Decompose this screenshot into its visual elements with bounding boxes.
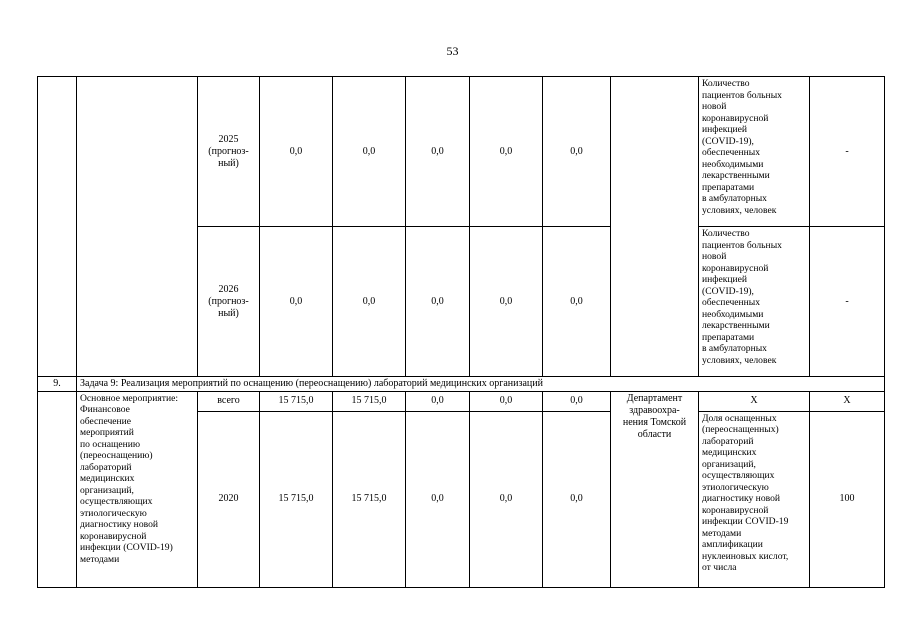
task-number-cell: 9.: [38, 377, 77, 392]
table-row: [38, 391, 885, 411]
year-cell: всего: [198, 391, 260, 411]
measure-name-cell: [77, 77, 198, 377]
executor-cell: [611, 77, 699, 377]
indicator-cell: Доля оснащенных (переоснащенных) лабораторий медицинских организаций, осуществляющих этиологическую диагностику новой коронавирусной инфекции COVID-19 методами амплификации нуклеиновых кислот, от числа: [699, 411, 810, 587]
value-cell: 0,0: [260, 77, 333, 227]
year-cell: 2026 (прогноз- ный): [198, 227, 260, 377]
value-cell: 0,0: [543, 77, 611, 227]
indicator-cell: Количество пациентов больных новой коронавирусной инфекцией (COVID-19), обеспеченных необходимыми лекарственными препаратами в амбулаторных условиях, человек: [699, 77, 810, 227]
year-cell: 2020: [198, 411, 260, 587]
page-number: 53: [446, 44, 459, 58]
indicator-cell: X: [699, 391, 810, 411]
table-row: [38, 77, 885, 227]
value-cell: 0,0: [406, 411, 470, 587]
indicator-cell: Количество пациентов больных новой коронавирусной инфекцией (COVID-19), обеспеченных необходимыми лекарственными препаратами в амбулаторных условиях, человек: [699, 227, 810, 377]
value-cell: 15 715,0: [333, 391, 406, 411]
executor-cell: Департамент здравоохра- нения Томской области: [611, 391, 699, 587]
value-cell: 0,0: [470, 391, 543, 411]
value-cell: 0,0: [470, 227, 543, 377]
target-cell: -: [810, 227, 885, 377]
value-cell: 15 715,0: [260, 411, 333, 587]
value-cell: 0,0: [470, 77, 543, 227]
program-table: [37, 76, 885, 588]
value-cell: 0,0: [406, 391, 470, 411]
row-number-cell: [38, 391, 77, 587]
target-cell: 100: [810, 411, 885, 587]
row-number-cell: [38, 77, 77, 377]
value-cell: 0,0: [333, 227, 406, 377]
value-cell: 0,0: [543, 227, 611, 377]
measure-name-cell: Основное мероприятие: Финансовое обеспечение мероприятий по оснащению (переоснащению) лабораторий медицинских организаций, осуществляющих этиологическую диагностику новой коронавирусной инфекции (COVID-19) методами: [77, 391, 198, 587]
target-cell: X: [810, 391, 885, 411]
year-cell: 2025 (прогноз- ный): [198, 77, 260, 227]
target-cell: -: [810, 77, 885, 227]
value-cell: 0,0: [470, 411, 543, 587]
value-cell: 0,0: [543, 391, 611, 411]
value-cell: 15 715,0: [260, 391, 333, 411]
task-row: [38, 377, 885, 392]
task-title-cell: Задача 9: Реализация мероприятий по оснащению (переоснащению) лабораторий медицинских организаций: [77, 377, 885, 392]
value-cell: 0,0: [333, 77, 406, 227]
value-cell: 0,0: [260, 227, 333, 377]
value-cell: 0,0: [406, 77, 470, 227]
value-cell: 0,0: [406, 227, 470, 377]
value-cell: 0,0: [543, 411, 611, 587]
value-cell: 15 715,0: [333, 411, 406, 587]
